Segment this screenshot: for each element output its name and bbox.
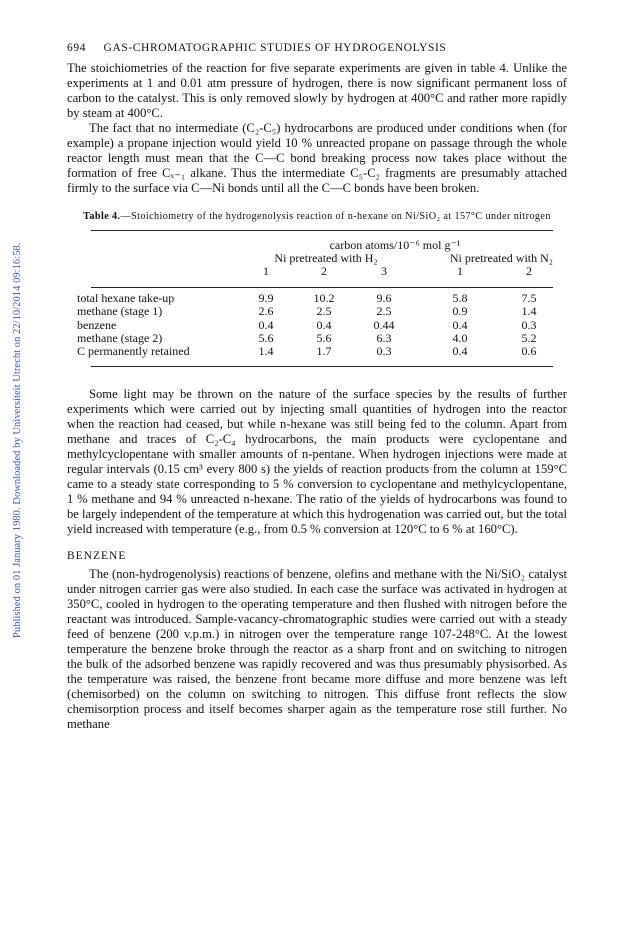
table-cell: 2.6 xyxy=(258,304,274,319)
column-header: 1 xyxy=(457,263,463,278)
table-cell: 1.7 xyxy=(316,343,332,358)
table-units: carbon atoms/10⁻⁶ mol g⁻¹ xyxy=(329,237,461,252)
table-cell: 0.4 xyxy=(316,317,332,332)
table-cell: 0.3 xyxy=(521,317,537,332)
table-group-row xyxy=(77,252,553,265)
row-label: total hexane take-up xyxy=(77,291,175,306)
table-cell: 0.4 xyxy=(452,317,468,332)
table-cell: 7.5 xyxy=(521,291,537,306)
table-row xyxy=(77,305,553,318)
table-row xyxy=(77,332,553,345)
paragraph-4: The (non-hydrogenolysis) reactions of benzene, olefins and methane with the Ni/SiO₂ catalyst under nitrogen carrier gas were also studied. In each case the surface was activated in hydrogen at 350°C, cooled in hydrogen to the operating temperature and then flushed with nitrogen before the reactant was introduced. Sample-vacancy-chromatographic studies were carried out with a steady feed of benzene (200 v.p.m.) in nitrogen over the temperature range 107-248°C. At the lowest temperature the benzene broke through the reactor as a sharp front and on switching to nitrogen the bulk of the adsorbed benzene was rapidly recovered and was thus presumably physisorbed. As the temperature was raised, the benzene front became more diffuse and more benzene was left (chemisorbed) on the column on switching to nitrogen. This diffuse front reflects the slow chemisorption process and itself becomes sharper again as the temperature rose still further. No methane xyxy=(67,567,567,732)
table-cell: 1.4 xyxy=(258,343,274,358)
table-row xyxy=(77,319,553,332)
table-cell: 9.6 xyxy=(376,291,392,306)
row-label: methane (stage 2) xyxy=(77,330,163,345)
table-cell: 0.3 xyxy=(376,343,392,358)
table-rule-row xyxy=(77,278,553,292)
table-caption xyxy=(67,210,567,224)
table-cell: 5.2 xyxy=(521,330,537,345)
download-notice-sidebar xyxy=(2,118,22,638)
row-label: benzene xyxy=(77,317,117,332)
table-cell: 2.5 xyxy=(316,304,332,319)
paragraph-1: The stoichiometries of the reaction for five separate experiments are given in table 4. Unlike the experiments at 1 and 0.01 atm pressure of hydrogen, there is now significant permanent loss of carbon to the catalyst. This is only removed slowly by hydrogen at 400°C and rather more rapidly by steam at 400°C. xyxy=(67,61,567,120)
table-cell: 1.4 xyxy=(521,304,537,319)
group-n2-header: Ni pretreated with N₂ xyxy=(449,250,553,265)
table-cell: 0.4 xyxy=(452,343,468,358)
table-cell: 0.4 xyxy=(258,317,274,332)
column-header: 1 xyxy=(263,263,269,278)
table-cell: 5.6 xyxy=(258,330,274,345)
running-title: GAS-CHROMATOGRAPHIC STUDIES OF HYDROGENOLYSIS xyxy=(103,42,447,54)
table-cell: 2.5 xyxy=(376,304,392,319)
paragraph-2: The fact that no intermediate (C₂-C₅) hydrocarbons are produced under conditions when (for example) a propane injection would yield 10 % unreacted propane on passage through the whole reactor length must mean that the C—C bond breaking process now takes place without the formation of free Cₓ₋₁ alkane. Thus the intermediate C₅-C₂ fragments are presumably attached firmly to the surface via C—Ni bonds until all the C—C bonds have been broken. xyxy=(67,121,567,195)
table-units-row xyxy=(77,239,553,252)
group-h2-header: Ni pretreated with H₂ xyxy=(274,250,378,265)
column-header: 3 xyxy=(381,263,387,278)
row-label: C permanently retained xyxy=(77,343,190,358)
table-header-rule xyxy=(91,287,553,288)
section-heading: BENZENE xyxy=(67,550,127,563)
column-header: 2 xyxy=(321,263,327,278)
running-head xyxy=(67,42,567,54)
table-top-rule xyxy=(91,230,553,231)
table-cell: 9.9 xyxy=(258,291,274,306)
table-cell: 0.9 xyxy=(452,304,468,319)
table-bottom-rule xyxy=(91,366,553,367)
column-header: 2 xyxy=(526,263,532,278)
stoichiometry-table-wrap xyxy=(67,230,567,368)
paragraph-3: Some light may be thrown on the nature of the surface species by the results of further experiments which were carried out by injecting small quantities of hydrogen into the reactor when the reaction had ceased, but while n-hexane was still being fed to the column. Apart from methane and traces of C₂-C₄ hydrocarbons, the main products were cyclopentane and methylcyclopentane with smaller amounts of n-pentane. When hydrogen injections were made at regular intervals (0.15 cm³ every 800 s) the yields of reaction products from the column at 159°C came to a steady state corresponding to 5 % conversion to cyclopentane and methylcyclopentane, 1 % methane and 94 % unreacted n-hexane. The ratio of the yields of hydrocarbons was found to be largely independent of the temperature at which this hydrogenation was carried out, but the total yield increased with temperature (e.g., from 0.5 % conversion at 120°C to 6 % at 160°C). xyxy=(67,387,567,537)
page-content xyxy=(67,42,567,732)
download-notice: Published on 01 January 1980. Downloaded by Universiteit Utrecht on 22/10/2014 09:16:58. xyxy=(12,242,23,638)
table-caption-text: —Stoichiometry of the hydrogenolysis reaction of n-hexane on Ni/SiO₂ at 157°C under nitrogen xyxy=(120,211,551,222)
table-cell: 5.8 xyxy=(452,291,468,306)
table-column-row xyxy=(77,265,553,278)
stoichiometry-table xyxy=(77,239,553,359)
table-cell: 6.3 xyxy=(376,330,392,345)
table-cell: 5.6 xyxy=(316,330,332,345)
table-cell: 10.2 xyxy=(313,291,335,306)
table-cell: 0.44 xyxy=(373,317,395,332)
row-label: methane (stage 1) xyxy=(77,304,163,319)
table-cell: 0.6 xyxy=(521,343,537,358)
table-cell: 4.0 xyxy=(452,330,468,345)
table-row xyxy=(77,345,553,358)
table-caption-label: Table 4. xyxy=(83,211,121,222)
page-number: 694 xyxy=(67,42,87,54)
